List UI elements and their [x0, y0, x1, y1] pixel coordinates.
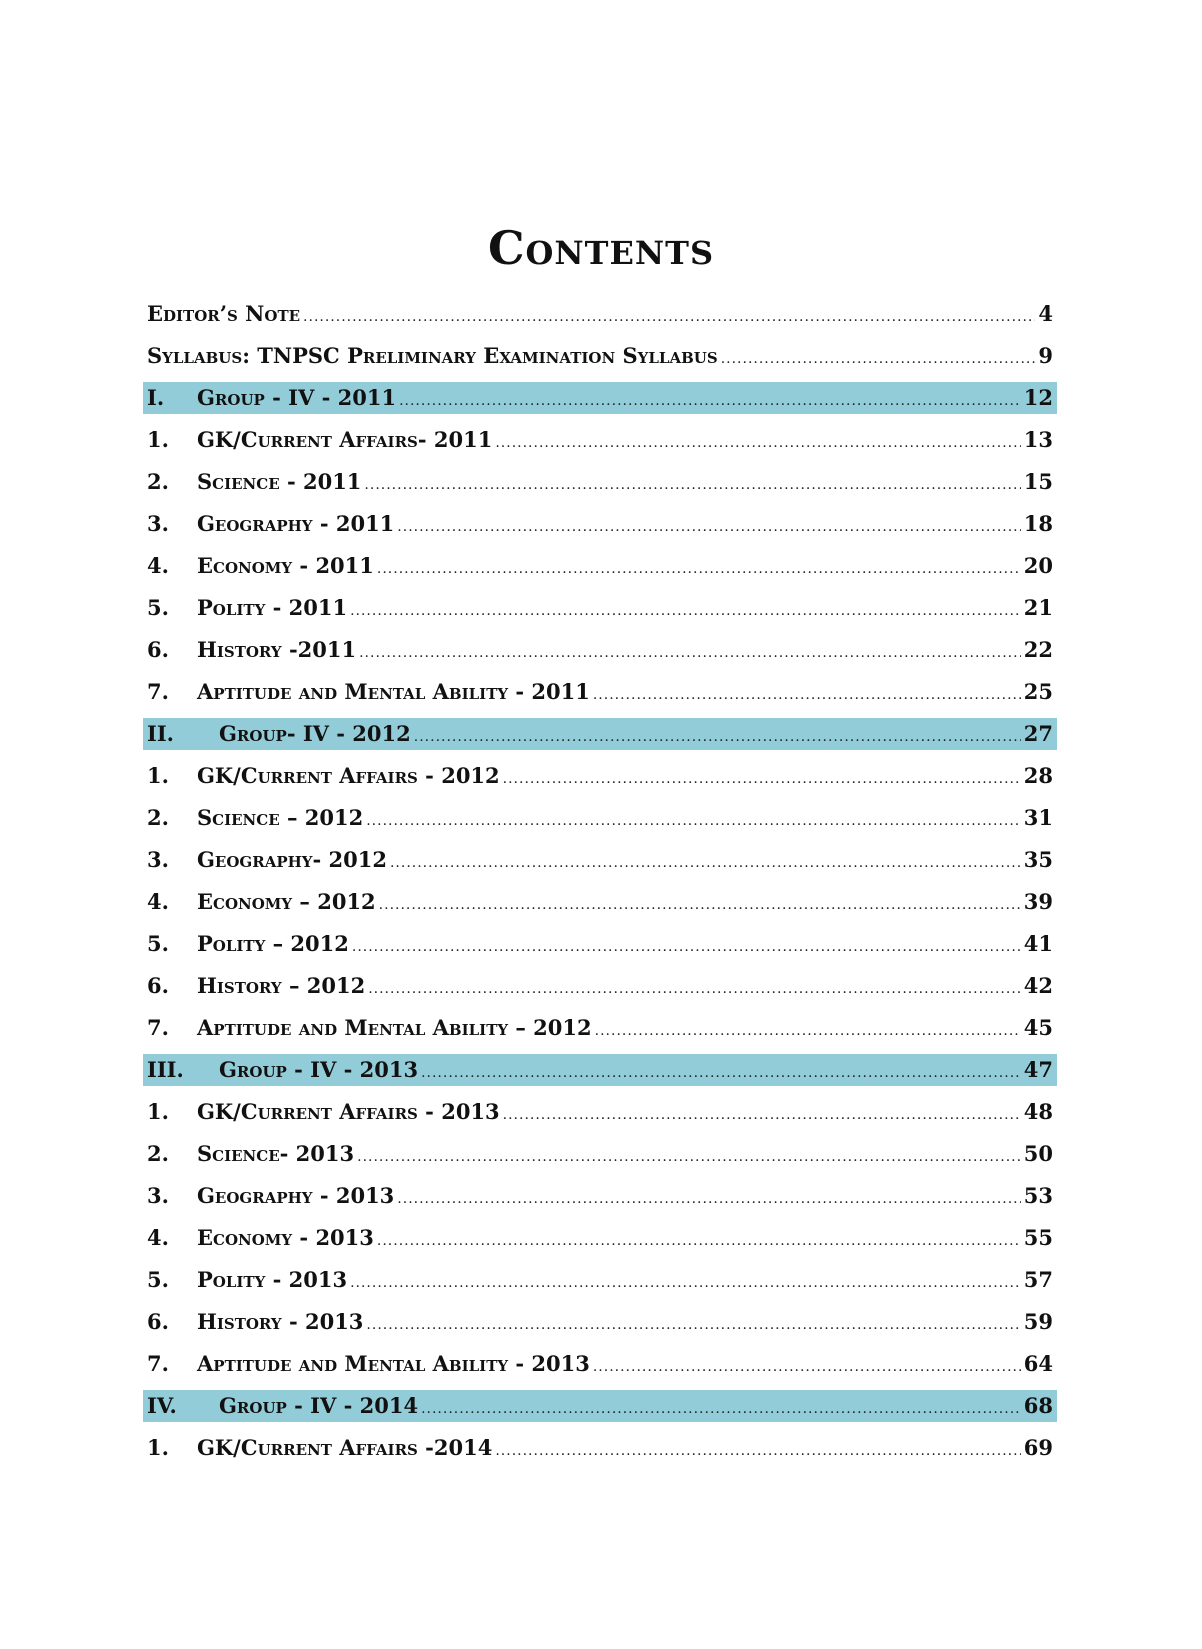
toc-entry-label: Polity - 2013	[197, 1267, 348, 1292]
toc-entry-item[interactable]	[147, 970, 1053, 1002]
toc-entry-item[interactable]	[147, 1096, 1053, 1128]
dot-leader	[421, 1057, 1021, 1089]
dot-leader	[352, 931, 1021, 963]
toc-entry-item[interactable]	[147, 508, 1053, 540]
dot-leader	[414, 721, 1021, 753]
toc-entry-page: 15	[1023, 469, 1053, 494]
toc-entry-item[interactable]	[147, 1180, 1053, 1212]
toc-entry-item[interactable]	[147, 1138, 1053, 1170]
toc-entry-label: History -2011	[197, 637, 357, 662]
toc-entry-label: Polity - 2011	[197, 595, 348, 620]
toc-entry-page: 20	[1023, 553, 1053, 578]
dot-leader	[390, 847, 1021, 879]
toc-entry-number: 2.	[147, 805, 169, 830]
toc-entry-label: GK/Current Affairs -2014	[197, 1435, 493, 1460]
toc-entry-label: Syllabus: TNPSC Preliminary Examination Syllabus	[147, 343, 718, 368]
toc-entry-page: 25	[1023, 679, 1053, 704]
toc-entry-item[interactable]	[147, 592, 1053, 624]
toc-entry-page: 21	[1023, 595, 1053, 620]
toc-entry-group-heading[interactable]	[143, 1390, 1057, 1422]
toc-entry-item[interactable]	[147, 886, 1053, 918]
toc-entry-label: Polity – 2012	[197, 931, 349, 956]
toc-entry-label: Economy - 2011	[197, 553, 374, 578]
toc-entry-label: Geography - 2013	[197, 1183, 395, 1208]
toc-entry-page: 47	[1023, 1057, 1053, 1082]
dot-leader	[397, 511, 1020, 543]
dot-leader	[359, 637, 1021, 669]
toc-entry-label: Group- IV - 2012	[219, 721, 411, 746]
toc-entry-item[interactable]	[147, 466, 1053, 498]
toc-entry-group-heading[interactable]	[143, 1054, 1057, 1086]
toc-entry-item[interactable]	[147, 1222, 1053, 1254]
toc-entry-item[interactable]	[147, 634, 1053, 666]
toc-entry-number: 4.	[147, 553, 169, 578]
toc-entry-item[interactable]	[147, 1348, 1053, 1380]
dot-leader	[397, 1183, 1020, 1215]
toc-entry-item[interactable]	[147, 802, 1053, 834]
dot-leader	[366, 1309, 1020, 1341]
toc-entry-label: Geography - 2011	[197, 511, 395, 536]
toc-entry-page: 13	[1023, 427, 1053, 452]
dot-leader	[377, 553, 1021, 585]
toc-entry-number: 3.	[147, 1183, 169, 1208]
toc-entry-page: 64	[1023, 1351, 1053, 1376]
dot-leader	[593, 1351, 1021, 1383]
toc-entry-page: 22	[1023, 637, 1053, 662]
toc-entry-number: III.	[147, 1057, 184, 1082]
toc-entry-label: Economy – 2012	[197, 889, 376, 914]
toc-entry-number: 5.	[147, 595, 169, 620]
toc-entry-label: Science- 2013	[197, 1141, 355, 1166]
toc-entry-item[interactable]	[147, 1012, 1053, 1044]
toc-entry-page: 35	[1023, 847, 1053, 872]
toc-entry-page: 59	[1023, 1309, 1053, 1334]
toc-entry-label: Aptitude and Mental Ability - 2013	[197, 1351, 590, 1376]
toc-entry-number: 1.	[147, 763, 169, 788]
toc-entry-label: Group - IV - 2013	[219, 1057, 419, 1082]
toc-entry-label: Aptitude and Mental Ability – 2012	[197, 1015, 592, 1040]
toc-entry-item[interactable]	[147, 1306, 1053, 1338]
toc-entry-item[interactable]	[147, 928, 1053, 960]
toc-entry-number: 4.	[147, 889, 169, 914]
dot-leader	[399, 385, 1021, 417]
dot-leader	[595, 1015, 1021, 1047]
toc-entry-page: 27	[1023, 721, 1053, 746]
page-title: Contents	[487, 221, 715, 275]
toc-entry-number: 6.	[147, 1309, 169, 1334]
toc-entry-page: 53	[1023, 1183, 1053, 1208]
dot-leader	[366, 805, 1021, 837]
toc-entry-item[interactable]	[147, 424, 1053, 456]
toc-entry-number: 1.	[147, 1099, 169, 1124]
dot-leader	[495, 1435, 1020, 1467]
toc-entry-group-heading[interactable]	[143, 382, 1057, 414]
toc-entry-page: 69	[1023, 1435, 1053, 1460]
toc-entry-group-heading[interactable]	[143, 718, 1057, 750]
dot-leader	[421, 1393, 1021, 1425]
table-of-contents	[147, 298, 1053, 1474]
dot-leader	[364, 469, 1020, 501]
toc-entry-front-matter[interactable]	[147, 340, 1053, 372]
toc-entry-page: 4	[1038, 301, 1053, 326]
dot-leader	[368, 973, 1021, 1005]
toc-entry-label: Economy - 2013	[197, 1225, 374, 1250]
toc-entry-number: 6.	[147, 973, 169, 998]
toc-entry-page: 48	[1023, 1099, 1053, 1124]
toc-entry-page: 39	[1023, 889, 1053, 914]
toc-entry-front-matter[interactable]	[147, 298, 1053, 330]
toc-entry-number: 5.	[147, 1267, 169, 1292]
toc-entry-number: 2.	[147, 469, 169, 494]
toc-entry-page: 41	[1023, 931, 1053, 956]
toc-entry-number: 3.	[147, 511, 169, 536]
toc-entry-number: 7.	[147, 1351, 169, 1376]
dot-leader	[503, 763, 1021, 795]
toc-entry-item[interactable]	[147, 760, 1053, 792]
dot-leader	[495, 427, 1020, 459]
toc-entry-page: 50	[1023, 1141, 1053, 1166]
toc-entry-item[interactable]	[147, 844, 1053, 876]
toc-entry-label: Group - IV - 2011	[197, 385, 397, 410]
toc-entry-item[interactable]	[147, 1432, 1053, 1464]
toc-entry-label: GK/Current Affairs - 2012	[197, 763, 500, 788]
toc-entry-label: Geography- 2012	[197, 847, 387, 872]
toc-entry-number: 5.	[147, 931, 169, 956]
dot-leader	[377, 1225, 1021, 1257]
toc-entry-number: 6.	[147, 637, 169, 662]
dot-leader	[350, 1267, 1021, 1299]
dot-leader	[350, 595, 1021, 627]
toc-entry-page: 12	[1023, 385, 1053, 410]
toc-entry-page: 68	[1023, 1393, 1053, 1418]
toc-entry-label: Editor’s Note	[147, 301, 301, 326]
toc-entry-number: II.	[147, 721, 174, 746]
toc-entry-number: IV.	[147, 1393, 177, 1418]
toc-entry-page: 45	[1023, 1015, 1053, 1040]
toc-entry-label: History – 2012	[197, 973, 366, 998]
dot-leader	[379, 889, 1021, 921]
toc-entry-page: 28	[1023, 763, 1053, 788]
toc-entry-item[interactable]	[147, 1264, 1053, 1296]
toc-entry-number: 1.	[147, 1435, 169, 1460]
toc-entry-label: GK/Current Affairs - 2013	[197, 1099, 500, 1124]
toc-entry-page: 42	[1023, 973, 1053, 998]
toc-entry-page: 55	[1023, 1225, 1053, 1250]
toc-entry-number: 1.	[147, 427, 169, 452]
toc-entry-number: I.	[147, 385, 165, 410]
toc-entry-page: 57	[1023, 1267, 1053, 1292]
toc-entry-number: 7.	[147, 679, 169, 704]
toc-entry-number: 7.	[147, 1015, 169, 1040]
toc-entry-label: Science - 2011	[197, 469, 362, 494]
toc-entry-label: Science – 2012	[197, 805, 364, 830]
toc-entry-page: 9	[1038, 343, 1053, 368]
dot-leader	[593, 679, 1021, 711]
dot-leader	[721, 343, 1036, 375]
toc-entry-item[interactable]	[147, 550, 1053, 582]
toc-entry-page: 31	[1023, 805, 1053, 830]
toc-entry-number: 3.	[147, 847, 169, 872]
toc-entry-label: Aptitude and Mental Ability - 2011	[197, 679, 590, 704]
toc-entry-page: 18	[1023, 511, 1053, 536]
dot-leader	[303, 301, 1035, 333]
toc-entry-label: History - 2013	[197, 1309, 364, 1334]
toc-entry-label: GK/Current Affairs- 2011	[197, 427, 493, 452]
toc-entry-number: 2.	[147, 1141, 169, 1166]
toc-entry-label: Group - IV - 2014	[219, 1393, 419, 1418]
toc-entry-number: 4.	[147, 1225, 169, 1250]
dot-leader	[357, 1141, 1021, 1173]
toc-entry-item[interactable]	[147, 676, 1053, 708]
dot-leader	[503, 1099, 1021, 1131]
